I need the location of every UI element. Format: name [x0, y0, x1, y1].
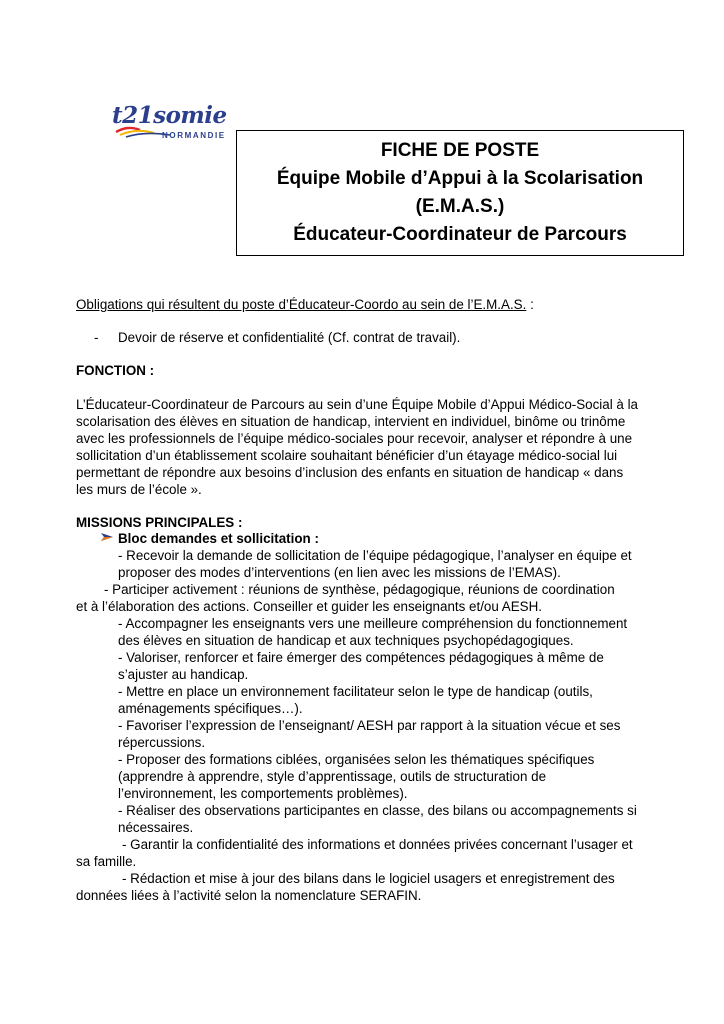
title-box	[236, 130, 684, 256]
organization-logo	[112, 102, 242, 146]
title-line-3: (E.M.A.S.)	[415, 196, 505, 217]
missions-line: - Mettre en place un environnement facilitateur selon le type de handicap (outils,	[118, 684, 593, 699]
missions-line: nécessaires.	[118, 820, 194, 835]
bloc-title: Bloc demandes et sollicitation :	[118, 531, 319, 546]
missions-line: et à l’élaboration des actions. Conseiller et guider les enseignants et/ou AESH.	[76, 599, 542, 614]
missions-line: l’environnement, les comportements problèmes).	[118, 786, 408, 801]
title-line-2: Équipe Mobile d’Appui à la Scolarisation	[276, 168, 644, 189]
missions-line: - Participer activement : réunions de synthèse, pédagogique, réunions de coordination	[104, 582, 615, 597]
fonction-heading: FONCTION :	[76, 363, 155, 378]
missions-line: (apprendre à apprendre, style d’apprentissage, outils de structuration de	[118, 769, 547, 784]
arrow-bullet-icon	[100, 530, 114, 544]
missions-line: - Recevoir la demande de sollicitation de l’équipe pédagogique, l’analyser en équipe et	[118, 548, 632, 563]
missions-line: - Valoriser, renforcer et faire émerger des compétences pédagogiques à même de	[118, 650, 604, 665]
obligations-dash: -	[94, 330, 99, 345]
missions-line: sa famille.	[76, 854, 137, 869]
fonction-line: avec les professionnels de l’équipe médico-sociales pour recevoir, analyser et répondre à une	[76, 431, 633, 446]
fonction-line: L’Éducateur-Coordinateur de Parcours au sein d’une Équipe Mobile d’Appui Médico-Social à la	[76, 397, 639, 412]
obligations-heading-text: Obligations qui résultent du poste d’Éducateur-Coordo au sein de l’E.M.A.S.	[76, 297, 527, 312]
missions-line: aménagements spécifiques…).	[118, 701, 303, 716]
obligations-heading-colon: :	[526, 297, 534, 312]
title-line-1: FICHE DE POSTE	[380, 140, 540, 161]
missions-line: - Garantir la confidentialité des informations et données privées concernant l’usager et	[122, 837, 633, 852]
missions-line: proposer des modes d’interventions (en lien avec les missions de l’EMAS).	[118, 565, 561, 580]
fonction-line: sollicitation d’un établissement scolaire souhaitant bénéficier d’un étayage médico-social lui	[76, 448, 618, 463]
missions-line: données liées à l’activité selon la nomenclature SERAFIN.	[76, 888, 422, 903]
obligations-item: Devoir de réserve et confidentialité (Cf. contrat de travail).	[118, 330, 461, 345]
logo-subtitle: NORMANDIE	[162, 131, 226, 140]
fonction-line: les murs de l’école ».	[76, 482, 202, 497]
missions-line: - Favoriser l’expression de l’enseignant/ AESH par rapport à la situation vécue et ses	[118, 718, 621, 733]
missions-line: - Accompagner les enseignants vers une meilleure compréhension du fonctionnement	[118, 616, 628, 631]
logo-wordmark: t21somie	[112, 102, 227, 129]
fonction-line: permettant de répondre aux besoins d’inclusion des enfants en situation de handicap « dans	[76, 465, 624, 480]
missions-line: des élèves en situation de handicap et aux techniques psychopédagogiques.	[118, 633, 574, 648]
missions-line: - Rédaction et mise à jour des bilans dans le logiciel usagers et enregistrement des	[122, 871, 615, 886]
title-line-4: Éducateur-Coordinateur de Parcours	[293, 224, 627, 245]
missions-line: répercussions.	[118, 735, 206, 750]
fonction-line: scolarisation des élèves en situation de handicap, intervient en individuel, binôme ou trinôme	[76, 414, 626, 429]
missions-line: s’ajuster au handicap.	[118, 667, 249, 682]
obligations-heading	[76, 296, 534, 313]
missions-heading: MISSIONS PRINCIPALES :	[76, 515, 243, 530]
missions-line: - Réaliser des observations participantes en classe, des bilans ou accompagnements si	[118, 803, 637, 818]
missions-line: - Proposer des formations ciblées, organisées selon les thématiques spécifiques	[118, 752, 595, 767]
